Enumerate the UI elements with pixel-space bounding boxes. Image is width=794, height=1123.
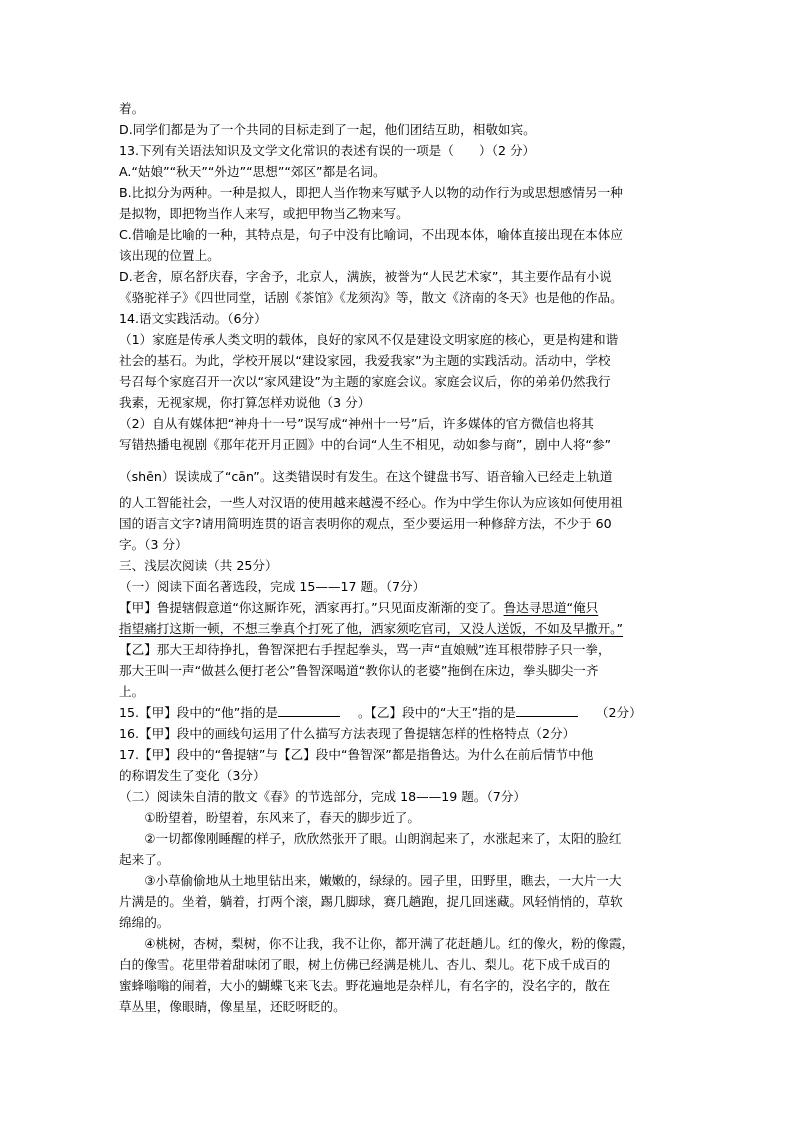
question-15 — [119, 702, 642, 723]
text-line: 上。 — [119, 684, 145, 699]
text-line: 是拟物，即把物当作人来写，或把甲物当乙物来写。 — [119, 206, 409, 221]
question-text: 15.【甲】段中的“他”指的是 — [119, 705, 279, 720]
text-line: （shēn）误读成了“cān”。这类错误时有发生。在这个键盘书写、语音输入已经走上轨道 — [119, 469, 613, 484]
subsection-heading: （二）阅读朱自清的散文《春》的节选部分，完成 18——19 题。（7分） — [119, 789, 526, 804]
option-a: A.“姑娘”“秋天”“外边”“思想”“郊区”都是名词。 — [119, 164, 386, 179]
text-line: 绵绵的。 — [119, 915, 170, 930]
passage-text: 【甲】鲁提辖假意道“你这厮诈死，洒家再打。”只见面皮渐渐的变了。 — [119, 600, 504, 615]
text-line: 的人工智能社会，一些人对汉语的使用越来越漫不经心。作为中学生你认为应该如何使用祖 — [119, 495, 623, 510]
text-line: 我素，无视家规，你打算怎样劝说他（3 分） — [119, 395, 371, 410]
paragraph-1: ①盼望着，盼望着，东风来了，春天的脚步近了。 — [119, 810, 420, 825]
question-13: 13.下列有关语法知识及文学文化常识的表述有误的一项是（ ）（2 分） — [119, 143, 536, 158]
underlined-sentence: 指望痛打这斯一顿，不想三拳真个打死了他，洒家须吃官司，又没人送饭，不如及早撒开。” — [119, 621, 623, 636]
section-heading: 三、浅层次阅读（共 25分） — [119, 558, 278, 573]
text-line: 写错热播电视剧《那年花开月正圆》中的台词“人生不相见，动如参与商”，剧中人将“参” — [119, 437, 612, 452]
text-line: 草丛里，像眼睛，像星星，还眨呀眨的。 — [119, 999, 346, 1014]
text-line: （2）自从有媒体把“神舟十一号”误写成“神州十一号”后，许多媒体的官方微信也将其 — [119, 416, 594, 431]
option-b: B.比拟分为两种。一种是拟人，即把人当作物来写赋予人以物的动作行为或思想感情另一种 — [119, 185, 623, 200]
text-line: 着。 — [119, 101, 145, 116]
text-line: 片满是的。坐着，躺着，打两个滚，踢几脚球，赛几趟跑，捉几回迷藏。风轻悄悄的，草软 — [119, 894, 623, 909]
text-line: 起来了。 — [119, 852, 170, 867]
passage-yi: 【乙】那大王却待挣扎，鲁智深把右手捏起拳头，骂一声“直娘贼”连耳根带脖子只一拳， — [119, 642, 611, 657]
text-line: 该出现的位置上。 — [119, 248, 220, 263]
answer-blank[interactable] — [278, 703, 340, 717]
paragraph-4: ④桃树，杏树，梨树，你不让我，我不让你，都开满了花赶趟儿。红的像火，粉的像霞， — [119, 936, 635, 951]
text-line: 的称谓发生了变化（3分） — [119, 768, 266, 783]
option-d: D.老舍，原名舒庆春，字舍予，北京人，满族，被誉为“人民艺术家”，其主要作品有小说 — [119, 269, 612, 284]
paragraph-3: ③小草偷偷地从土地里钻出来，嫩嫩的，绿绿的。园子里，田野里，瞧去，一大片一大 — [119, 873, 622, 888]
option-c: C.借喻是比喻的一种，其特点是，句子中没有比喻词，不出现本体，喻体直接出现在本体应 — [119, 227, 623, 242]
paragraph-2: ②一切都像刚睡醒的样子，欣欣然张开了眼。山朗润起来了，水涨起来了，太阳的脸红 — [119, 831, 622, 846]
question-17: 17.【甲】段中的“鲁提辖”与【乙】段中“鲁智深”都是指鲁达。为什么在前后情节中他 — [119, 747, 594, 762]
answer-blank[interactable] — [516, 703, 578, 717]
text-line: （1）家庭是传承人类文明的载体，良好的家风不仅是建设文明家庭的核心，更是构建和谐 — [119, 332, 619, 347]
text-line: 蜜蜂嗡嗡的闹着，大小的蝴蝶飞来飞去。野花遍地是杂样儿，有名字的，没名字的，散在 — [119, 978, 611, 993]
passage-jia — [119, 597, 598, 618]
question-14: 14.语文实践活动。（6分） — [119, 311, 267, 326]
text-line: 那大王叫一声“做甚么便打老公”鲁智深喝道“教你认的老婆”拖倒在床边，拳头脚尖一齐 — [119, 663, 599, 678]
text-line: 白的像雪。花里带着甜味闭了眼，树上仿佛已经满是桃儿、杏儿、梨儿。花下成千成百的 — [119, 957, 611, 972]
text-line: 社会的基石。为此，学校开展以“建设家园，我爱我家”为主题的实践活动。活动中，学校 — [119, 353, 611, 368]
option-d: D.同学们都是为了一个共同的目标走到了一起，他们团结互助，相敬如宾。 — [119, 122, 536, 137]
subsection-heading: （一）阅读下面名著选段，完成 15——17 题。（7分） — [119, 579, 426, 594]
text-line: 号召每个家庭召开一次以“家风建设”为主题的家庭会议。家庭会议后，你的弟弟仍然我行 — [119, 374, 611, 389]
text-line: 字。（3 分） — [119, 537, 188, 552]
text-line: 《骆驼祥子》《四世同堂，话剧《茶馆》《龙须沟》等，散文《济南的冬天》也是他的作品。 — [119, 290, 623, 305]
question-16: 16.【甲】段中的画线句运用了什么描写方法表现了鲁提辖怎样的性格特点（2分） — [119, 726, 576, 741]
question-text: 。【乙】段中的“大王”指的是 — [358, 705, 516, 720]
text-line: 国的语言文字?请用简明连贯的语言表明你的观点，至少要运用一种修辞方法，不少于 60 — [119, 516, 612, 531]
underlined-sentence: 鲁达寻思道“俺只 — [503, 600, 599, 615]
question-score: （2分） — [595, 705, 642, 720]
